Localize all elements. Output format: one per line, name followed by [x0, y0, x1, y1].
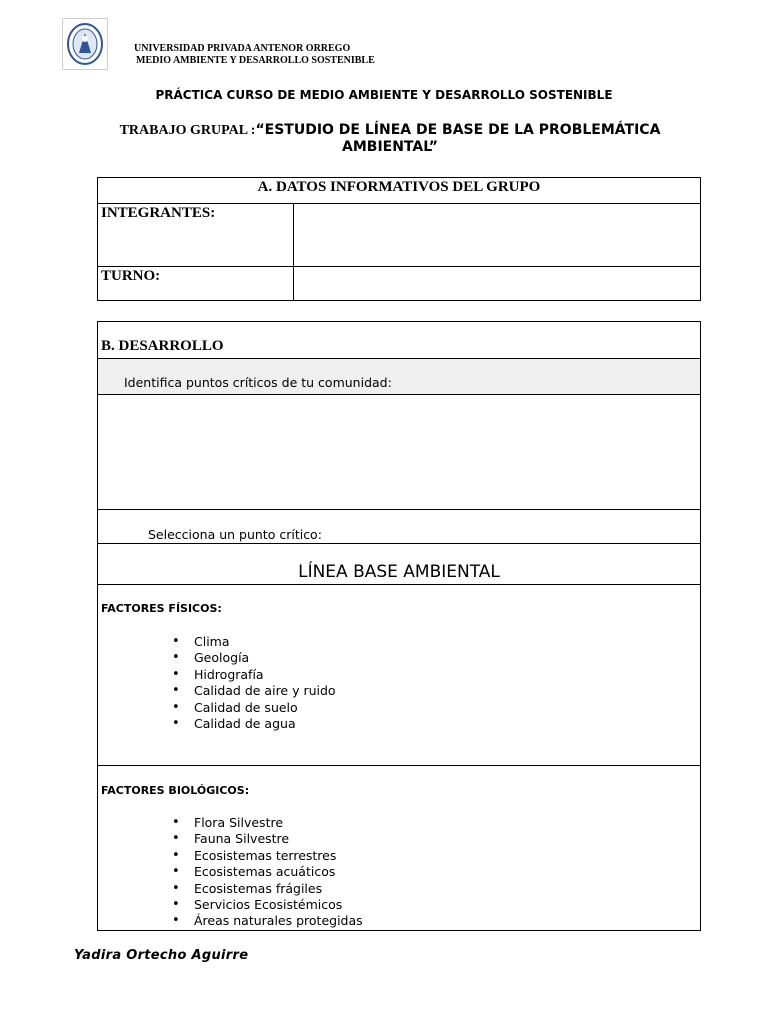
biological-factors-list [194, 815, 363, 930]
list-item: • Áreas naturales protegidas [194, 913, 363, 929]
divider [97, 584, 701, 585]
list-item: • Servicios Ecosistémicos [194, 897, 363, 913]
select-point-prompt: Selecciona un punto crítico: [148, 527, 322, 542]
title-prefix: TRABAJO GRUPAL : [119, 123, 256, 138]
list-item: • Calidad de agua [194, 716, 336, 732]
list-item: • Calidad de aire y ruido [194, 683, 336, 699]
program-name: MEDIO AMBIENTE Y DESARROLLO SOSTENIBLE [136, 55, 375, 66]
divider [97, 394, 701, 395]
list-item: • Ecosistemas terrestres [194, 848, 363, 864]
title-line-2: AMBIENTAL” [342, 139, 438, 155]
turno-label: TURNO: [101, 268, 161, 284]
physical-factors-list [194, 634, 336, 732]
turno-field[interactable] [296, 269, 696, 297]
university-logo [62, 18, 108, 70]
practice-subtitle: PRÁCTICA CURSO DE MEDIO AMBIENTE Y DESARROLLO SOSTENIBLE [155, 88, 613, 102]
university-name: UNIVERSIDAD PRIVADA ANTENOR ORREGO [134, 43, 351, 54]
divider [97, 203, 701, 204]
divider [97, 765, 701, 766]
list-item: • Flora Silvestre [194, 815, 363, 831]
integrantes-label: INTEGRANTES: [101, 205, 216, 221]
title-line-1: “ESTUDIO DE LÍNEA DE BASE DE LA PROBLEMÁTICA [255, 122, 661, 138]
university-seal-icon [63, 19, 107, 69]
divider [97, 358, 701, 359]
assignment-title [100, 122, 680, 156]
physical-factors-label: FACTORES FÍSICOS: [101, 602, 222, 615]
critical-points-field[interactable] [100, 397, 698, 507]
section-b-heading: B. DESARROLLO [101, 338, 224, 354]
list-item: • Hidrografía [194, 667, 336, 683]
divider [293, 203, 294, 300]
critical-points-prompt: Identifica puntos críticos de tu comunidad: [124, 375, 392, 390]
list-item: • Fauna Silvestre [194, 831, 363, 847]
divider [97, 266, 701, 267]
list-item: • Clima [194, 634, 336, 650]
biological-factors-label: FACTORES BIOLÓGICOS: [101, 784, 250, 797]
list-item: • Ecosistemas acuáticos [194, 864, 363, 880]
integrantes-field[interactable] [296, 206, 696, 264]
author-signature: Yadira Ortecho Aguirre [74, 948, 249, 963]
list-item: • Geología [194, 650, 336, 666]
divider [97, 509, 701, 510]
section-a-heading: A. DATOS INFORMATIVOS DEL GRUPO [257, 179, 541, 195]
divider [97, 543, 701, 544]
list-item: • Calidad de suelo [194, 700, 336, 716]
list-item: • Ecosistemas frágiles [194, 881, 363, 897]
baseline-title: LÍNEA BASE AMBIENTAL [298, 562, 500, 582]
